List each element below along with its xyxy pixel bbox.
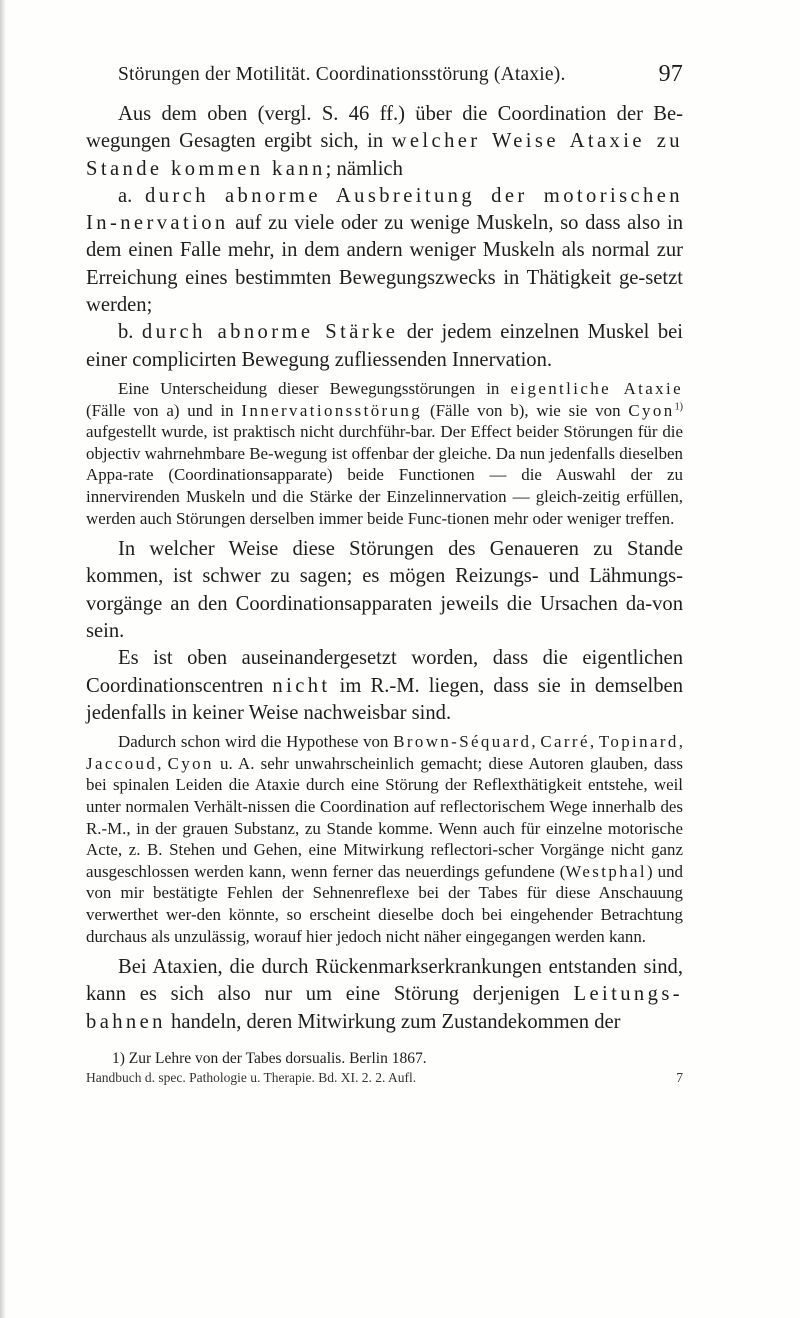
paragraph-small-distinction — [86, 378, 683, 529]
paragraph-causes — [86, 536, 683, 645]
author-name: Westphal — [565, 861, 648, 881]
text-run: Aus dem oben (vergl. S. 46 ff.) über die Coordination der Be-wegungen Gesagten ergibt sich, in — [86, 103, 683, 153]
text-run: auf zu viele oder zu wenige Muskeln, so dass also in dem einen Falle mehr, in dem andern weniger Muskeln als normal zur Erreichung eines bestimmten Bewegungszwecks in Thätigkeit ge-setzt werden; — [86, 212, 683, 317]
author-name: Jaccoud — [86, 753, 158, 773]
spaced-emphasis: durch abnorme Ausbreitung der motorischen In-nervation — [86, 184, 683, 235]
author-name: Carré — [540, 732, 590, 752]
spaced-emphasis: eigentliche Ataxie — [510, 378, 684, 398]
text-run: aufgestellt wurde, ist praktisch nicht durchführ-bar. Der Effect beider Störungen für die objectiv wahrnehmbare Be-wegung ist offenbar der gleiche. Da nun jedenfalls dieselben Appa-rate (Coordinationsapparate) beide Functionen — die Auswahl der zu innervirenden Muskeln und die Stärke der Einzelinnervation — gleich-zeitig erfüllen, werden auch Störungen derselben immer beide Func-tionen mehr oder weniger treffen. — [86, 422, 683, 528]
text-run: , — [157, 753, 168, 773]
page-body — [86, 101, 683, 1087]
footnote-ref: 1) — [674, 400, 683, 412]
running-title: Störungen der Motilität. Coordinationsstörung (Ataxie). — [118, 64, 566, 85]
text-run: Es ist oben auseinandergesetzt worden, dass die eigentlichen Coordinationscentren — [86, 647, 683, 697]
text-run: Bei Ataxien, die durch Rückenmarkserkrankungen entstanden sind, kann es sich also nur um eine Störung derjenigen — [86, 956, 683, 1006]
paragraph-small-hypothesis — [86, 731, 683, 947]
text-run: der jedem einzelnen Muskel bei einer complicirten Bewegung zufliessenden Innervation. — [86, 321, 683, 371]
text-run: (Fälle von b), wie sie von — [422, 400, 629, 420]
author-name: Cyon — [167, 753, 214, 773]
text-run: ; nämlich — [325, 157, 403, 180]
footnote-text: 1) Zur Lehre von der Tabes dorsualis. Berlin 1867. — [112, 1050, 427, 1068]
spaced-emphasis: Leitungs-bahnen — [86, 983, 683, 1033]
text-run: handeln, deren Mitwirkung zum Zustandekommen der — [165, 1010, 621, 1033]
text-run: u. A. sehr unwahrscheinlich gemacht; diese Autoren glauben, dass bei spinalen Leiden die Ataxie durch eine Störung der Reflexthätigkeit entstehe, weil unter normalen Verhält-nissen die Coordination auf reflectorischem Wege innerhalb des R.-M., in der grauen Substanz, zu Stande komme. Wenn auch für einzelne motorische Acte, z. B. Stehen und Gehen, eine Mitwirkung reflectori-scher Vorgänge nicht ganz ausgeschlossen werden kann, wenn ferner das neuerdings gefundene ( — [86, 753, 683, 881]
paragraph-centres — [86, 645, 683, 727]
running-header — [118, 61, 683, 94]
list-marker: b. — [118, 321, 142, 344]
spaced-emphasis: Innervationsstörung — [241, 400, 423, 420]
author-name: Brown-Séquard — [393, 732, 532, 752]
spaced-emphasis: welcher Weise Ataxie zu Stande kommen kann — [86, 130, 683, 180]
text-run: , — [678, 732, 683, 752]
text-run: Dadurch schon wird die Hypothese von — [118, 732, 394, 752]
imprint-text: Handbuch d. spec. Pathologie u. Therapie. Bd. XI. 2. 2. Aufl. — [86, 1070, 417, 1086]
page-edge-shadow — [0, 0, 6, 1318]
page-number: 97 — [658, 61, 683, 87]
spaced-emphasis: durch abnorme Stärke — [141, 321, 399, 344]
paragraph-conclusion — [86, 954, 683, 1036]
spaced-emphasis: nicht — [272, 674, 331, 697]
list-marker: a. — [118, 184, 146, 207]
text-run: In welcher Weise diese Störungen des Genaueren zu Stande kommen, ist schwer zu sagen; es mögen Reizungs- und Lähmungs-vorgänge an den Coordinationsapparaten jeweils die Ursachen da-von sein. — [86, 538, 683, 643]
signature-mark: 7 — [676, 1070, 683, 1086]
author-name: Topinard — [598, 732, 679, 752]
text-run: im R.-M. liegen, dass sie in demselben jedenfalls in keiner Weise nachweisbar sind. — [86, 674, 683, 724]
paragraph-intro — [86, 101, 683, 183]
signature-line — [86, 1068, 683, 1087]
paragraph-case-a — [86, 183, 683, 319]
footnote — [86, 1049, 683, 1068]
paragraph-case-b — [86, 319, 683, 374]
text-run: ) und von mir bestätigte Fehlen der Sehnenreflexe bei der Tabes für diese Anschauung verwerthet wer-den könnte, so erscheint dieselbe doch bei eingehender Betrachtung durchaus als unzulässig, worauf hier jedoch nicht näher eingegangen werden kann. — [86, 861, 683, 946]
text-run: (Fälle von a) und in — [86, 400, 242, 420]
text-run: Eine Unterscheidung dieser Bewegungsstörungen in — [118, 378, 511, 398]
text-run: , — [531, 732, 541, 752]
text-run: , — [589, 732, 599, 752]
author-name: Cyon — [628, 400, 675, 420]
